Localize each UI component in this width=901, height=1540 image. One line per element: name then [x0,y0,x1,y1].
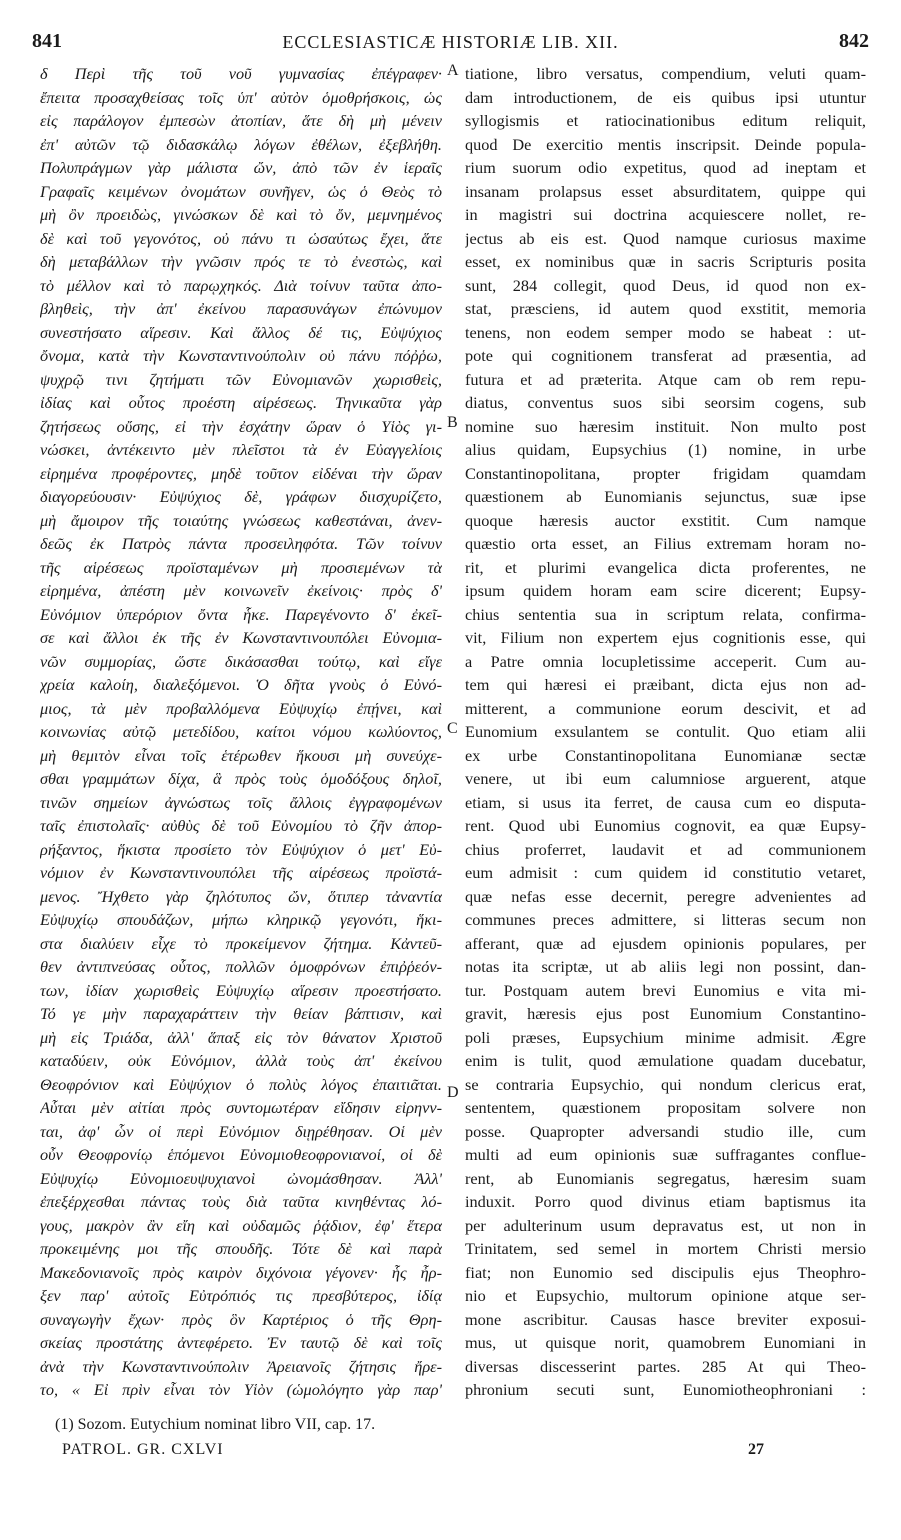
latin-text-line: stat, præsciens, id autem quod exstitit, memoria [465,299,866,318]
latin-text-line: rit, et plurimi evangelica dicta proferentes, ne [465,557,866,577]
greek-text-line: τινῶν σημείων ἀγνώστως τοῖς ἄλλοις ἐγγραφομένων [40,792,442,812]
greek-text-line: ἰδίας καὶ οὗτος προέστη αἱρέσεως. Τηνικαῦτα γὰρ [40,393,442,412]
latin-text-line: sunt, 284 collegit, quod Deus, id quod non ex- [465,275,866,295]
latin-text-line: poli præses, Eupsychium minime admisit. Ægre [465,1027,866,1047]
latin-text-line: phronium secuti sunt, Eunomiotheophroniani : [465,1380,866,1399]
page-header [32,30,869,58]
latin-text-line: futura et ad præterita. Atque cam ob rem repu- [465,369,866,389]
greek-text-line: ἐπ' αὐτῶν τῷ διδασκάλῳ λόγων ἐθέλων, ἐξεβλήθη. [40,134,442,154]
latin-text-line: diversas discesserint partes. 285 At qui Theo- [465,1356,866,1376]
greek-text-line: των, ἰδίαν χωρισθεὶς Εὐψυχίῳ αἵρεσιν προεστήσατο. [40,980,442,1000]
latin-text-line: chius sententia sua in scriptum relata, confirma- [465,604,866,624]
greek-text-line: συνεστήσατο αἵρεσιν. Καὶ ἄλλος δέ τις, Εὐψύχιος [40,322,442,342]
greek-text-line: Αὗται μὲν αἰτίαι πρὸς συντομωτέραν εἴδησιν εἰρηνν- [40,1098,442,1117]
greek-text-line: εἰρημένα, ἀπέστη μὲν κοινωνεῖν ἐκείνοις· πρὸς δ' [40,581,442,600]
greek-text-line: θεν ἀντιπνεύσας οὗτος, πολλῶν ὁμοφρόνων ἐπιῤῥεόν- [40,957,442,976]
greek-text-line: χρεία καλοίη, διαλεξόμενοι. Ὁ δῆτα γνοὺς ὁ Εὐνό- [40,675,442,694]
greek-text-line: Μακεδονιανοῖς πρὸς καιρὸν διχόνοια γέγονεν· ἧς ἦρ- [40,1262,442,1282]
latin-text-line: afferant, quæ ad ejusdem opinionis populares, per [465,933,866,953]
greek-text-line: ἔπειτα προσαχθείσας τοῖς ὑπ' αὐτὸν ὁμοθρήσκοις, ὡς [40,87,442,107]
greek-text-line: ζητήσεως οὔσης, εἰ τὴν ἐσχάτην ὥραν ὁ Υἱὸς γι- [40,416,442,436]
latin-text-line: tenens, non eodem semper modo se habeat : ut- [465,322,866,342]
latin-text-line: gravit, hæresis ejus post Eunomium Constantino- [465,1004,866,1023]
footer-signature: 27 [748,1441,764,1458]
greek-text-line: βληθεὶς, τὴν ἀπ' ἐκείνου παρασυνάγων ἐπώνυμον [40,299,442,318]
latin-text-line: quoque hæresis auctor exstitit. Cum namque [465,510,866,530]
greek-text-line: τὸ μέλλον καὶ τὸ παρῳχηκός. Διὰ τοίνυν ταῦτα ἀπο- [40,275,442,295]
greek-text-line: Πολυπράγμων γὰρ μάλιστα ὤν, ἀπὸ τῶν ἐν ἱεραῖς [40,158,442,177]
latin-text-line: esset, ex nominibus quæ in sacris Scripturis posita [465,252,866,271]
latin-text-line: alius quidam, Eupsychius (1) nomine, in urbe [465,440,866,459]
page-number-right: 842 [839,30,869,52]
greek-text-line: Τό γε μὴν παραχαράττειν τὴν θείαν βάπτισιν, καὶ [40,1004,442,1023]
greek-text-line: Εὐνόμιον ὑπερόριον ὄντα ἧκε. Παρεγένοντο δ' ἐκεῖ- [40,604,442,624]
latin-text-line: a Patre omnia locupletissime acceperit. Cum au- [465,651,866,671]
greek-text-line: ἀνὰ τὴν Κωνσταντινούπολιν Ἀρειανοῖς ζήτησις ἤρε- [40,1356,442,1376]
latin-text-line: notas ita scriptæ, ut ab aliis legi non possint, dan- [465,957,866,976]
latin-text-line: fiat; non Eunomio sed discipulis ejus Theophro- [465,1262,866,1282]
greek-text-line: ψυχρῷ τινι ζητήματι τῶν Εὐνομιανῶν χωρισθεὶς, [40,369,442,389]
greek-text-line: σθαι γραμμάτων δίχα, ἃ πρὸς τοὺς ὁμοδόξους δηλοῖ, [40,769,442,788]
latin-text-line: in magistri sui doctrina acquiescere nollet, re- [465,205,866,224]
greek-text-line: σκείας προστάτης ἀντεφέρετο. Ἐν ταυτῷ δὲ καὶ τοῖς [40,1333,442,1352]
latin-text-line: rent, ab Eunomianis segregatus, hæresim suam [465,1168,866,1188]
latin-text-line: Constantinopolitana, propter frigidam quamdam [465,463,866,483]
greek-text-line: ὄνομα, κατὰ τὴν Κωνσταντινούπολιν οὐ πάνυ πόῤῥω, [40,346,442,365]
greek-text-line: κοινωνίας αὐτῷ μετεδίδου, καίτοι νόμου κωλύοντος, [40,722,442,741]
greek-text-line: προκειμένης μοι τῆς σπουδῆς. Τότε δὲ καὶ παρὰ [40,1239,442,1258]
greek-text-line: δὲ καὶ τοῦ γεγονότος, οὐ πάνυ τι ὡσαύτως ἔχει, ἅτε [40,228,442,248]
greek-text-line: ται, ἀφ' ὧν οἱ περὶ Εὐνόμιον διῃρέθησαν. Οἱ μὲν [40,1121,442,1141]
latin-text-line: communes preces admittere, si litteras secum non [465,910,866,929]
greek-text-line: Γραφαῖς κειμένων ὀνομάτων συνῆγεν, ὡς ὁ Θεὸς τὸ [40,181,442,201]
latin-text-line: per adulterinum usum depravatus est, ut non in [465,1215,866,1235]
latin-text-line: enim is tulit, quod æmulatione quadam ducebatur, [465,1051,866,1070]
greek-text-line: τῆς αἱρέσεως προϊσταμένων μὴ προσιεμένων τὰ [40,557,442,577]
latin-text-line: mone ascribitur. Causas hasce breviter exposui- [465,1309,866,1329]
latin-text-line: induxit. Porro quod divinus etiam baptismus ita [465,1192,866,1211]
latin-text-line: Trinitatem, sed semel in mortem Christi mersio [465,1239,866,1258]
greek-text-line: Θεοφρόνιον καὶ Εὐψύχιον ὁ πολὺς λόγος ἐπαιτιᾶται. [40,1074,442,1094]
margin-letter-a: A [447,62,459,79]
latin-text-line: rent. Quod ubi Eunomius cognovit, ea quæ Eupsy- [465,816,866,835]
latin-text-column [465,62,866,1402]
latin-text-line: etiam, si usus ita ferret, de causa cum eo disputa- [465,792,866,812]
greek-text-line: Εὐψυχίῳ Εὐνομιοευψυχιανοὶ ὠνομάσθησαν. Ἀλλ' [40,1168,442,1188]
greek-text-line: ταῖς ἐπιστολαῖς· αὐθὺς δὲ τοῦ Εὐνομίου τὸ ζῆν ἀπορ- [40,816,442,835]
greek-text-line: ρήξαντος, ἥκιστα προσίετο τὸν Εὐψύχιον ὁ μετ' Εὐ- [40,839,442,859]
greek-text-line: δ Περὶ τῆς τοῦ νοῦ γυμνασίας ἐπέγραφεν· [40,64,442,83]
greek-text-line: διαγορεύουσιν· Εὐψύχιος δὲ, γράφων διισχυρίζετο, [40,487,442,506]
latin-text-line: Eunomium exsulantem se contulit. Quo etiam alii [465,722,866,741]
latin-text-line: mitterent, a communione eorum descivit, et ad [465,698,866,718]
margin-letter-c: C [447,720,458,737]
greek-text-line: ξεν παρ' αὐτοῖς Εὐτρόπιός τις πρεσβύτερος, ἰδίᾳ [40,1286,442,1305]
greek-text-line: μὴ εἰς Τριάδα, ἀλλ' ἅπαξ εἰς τὸν θάνατον Χριστοῦ [40,1027,442,1047]
greek-text-line: δὴ μεταβάλλων τὴν γνῶσιν πρός τε τὸ ἐνεστὼς, καὶ [40,252,442,271]
latin-text-line: jectus ab eis est. Quod namque curiosus maxime [465,228,866,248]
greek-text-line: νόμιον ἐν Κωνσταντινουπόλει τῆς αἱρέσεως προϊστά- [40,863,442,882]
latin-text-line: pote qui cognitionem transferat ad præsentia, ad [465,346,866,365]
latin-text-line: syllogismis et ratiocinationibus editum reliquit, [465,111,866,130]
greek-text-column [40,62,442,1402]
greek-text-line: μὴ ἄμοιρον τῆς τοιαύτης γνώσεως καθεστάναι, ἀνεν- [40,510,442,530]
page-number-left: 841 [32,30,62,52]
latin-text-line: se contraria Eupsychio, qui nondum clericus erat, [465,1074,866,1094]
margin-letter-b: B [447,414,458,431]
greek-text-line: ἐπεξέρχεσθαι πάντας τοὺς διὰ ταῦτα κινηθέντας λό- [40,1192,442,1211]
greek-text-line: μενος. Ἤχθετο γὰρ ζηλότυπος ὤν, ὅτιπερ τἀναντία [40,886,442,906]
latin-text-line: ipsum quidem horam eam scire dicerent; Eupsy- [465,581,866,600]
latin-text-line: rium suorum odio expetitus, quod ad ineptam et [465,158,866,177]
greek-text-line: νώσκει, ἀντέκειντο μὲν πλεῖστοι τὰ ἐν Εὐαγγελίοις [40,440,442,459]
greek-text-line: νῶν συμμορίας, ὥστε δικάσασθαι τούτῳ, καὶ εἴγε [40,651,442,671]
latin-text-line: sententem, quæstionem propositam solvere non [465,1098,866,1117]
latin-text-line: tiatione, libro versatus, compendium, veluti quam- [465,64,866,83]
footnote: (1) Sozom. Eutychium nominat libro VII, cap. 17. [55,1416,376,1433]
latin-text-line: quæstionem ab Eunomianis sejunctus, suæ ipse [465,487,866,506]
greek-text-line: μὴ ὂν προειδὼς, γινώσκων δὲ καὶ τὸ ὄν, μεμνημένος [40,205,442,224]
latin-text-line: tur. Postquam autem brevi Eunomius e vita mi- [465,980,866,1000]
latin-text-line: insanam prolapsus esset absurditatem, quippe qui [465,181,866,201]
latin-text-line: multi ad eum opinionis suæ suffragantes conflue- [465,1145,866,1164]
latin-text-line: ex urbe Constantinopolitana Eunomianæ sectæ [465,745,866,765]
greek-text-line: εἰς παράλογον ἐμπεσὼν ἀτοπίαν, ἅτε δὴ μὴ μένειν [40,111,442,130]
latin-text-line: mus, ut quisque norit, quamobrem Eunomiani in [465,1333,866,1352]
latin-text-line: eum admisit : cum quidem id constitutio vetaret, [465,863,866,882]
margin-letter-d: D [447,1084,459,1101]
greek-text-line: συναγωγὴν ἔχων· πρὸς ὃν Καρτέριος ὁ τῆς Θρη- [40,1309,442,1329]
greek-text-line: δεῶς ἐκ Πατρὸς πάντα προσειληφότα. Τῶν τοίνυν [40,534,442,553]
greek-text-line: μὴ θεμιτὸν εἶναι τοῖς ἑτέρωθεν ἥκουσι μὴ συνεύχε- [40,745,442,765]
latin-text-line: dam introductionem, de eis quibus ipsi utuntur [465,87,866,107]
greek-text-line: Εὐψυχίῳ σπουδάζων, μήπω κληρικῷ γεγονότι, ἥκι- [40,910,442,929]
latin-text-line: diatus, conventus suos sibi seorsim cogens, sub [465,393,866,412]
footer-series: PATROL. GR. CXLVI [62,1441,224,1458]
latin-text-line: tem qui hæresi ei præibant, dicta ejus non ad- [465,675,866,694]
latin-text-line: quod De exercitio mentis inscripsit. Deinde popula- [465,134,866,154]
greek-text-line: το, « Εἰ πρὶν εἶναι τὸν Υἱὸν (ὡμολόγητο γὰρ παρ' [40,1380,442,1399]
greek-text-line: εἰρημένα προφέροντες, μηδὲ τοῦτον εἰδέναι τὴν ὥραν [40,463,442,483]
greek-text-line: καταδύειν, οὐκ Εὐνόμιον, ἀλλὰ τοὺς ἀπ' ἐκείνου [40,1051,442,1070]
latin-text-line: nio et Eupsychio, multorum opinione atque ser- [465,1286,866,1305]
latin-text-line: quæ nefas esse decernit, peregre advenientes ad [465,886,866,906]
greek-text-line: στα διαλύειν εἶχε τὸ προκείμενον ζήτημα. Κἀντεῦ- [40,933,442,953]
latin-text-line: venere, ut ibi eum calumniose arguerent, atque [465,769,866,788]
running-title: ECCLESIASTICÆ HISTORIÆ LIB. XII. [282,32,619,52]
greek-text-line: γους, μακρὸν ἂν εἴη καὶ οὐδαμῶς ῥᾴδιον, ἐφ' ἕτερα [40,1215,442,1235]
greek-text-line: σε καὶ ἄλλοι ἐκ τῆς ἐν Κωνσταντινουπόλει Εὐνομια- [40,628,442,647]
latin-text-line: quæstio orta esset, an Filius extremam horam no- [465,534,866,553]
greek-text-line: οὖν Θεοφρονίῳ ἑπόμενοι Εὐνομιοθεοφρονιανοί, οἱ δὲ [40,1145,442,1164]
greek-text-line: μιος, τὰ μὲν προβαλλόμενα Εὐψυχίῳ ἐπῄνει, καὶ [40,698,442,718]
latin-text-line: vit, Filium non expertem ejus cognitionis esse, qui [465,628,866,647]
latin-text-line: posse. Quapropter adversandi studio ille, cum [465,1121,866,1141]
latin-text-line: nomine suo hæresim instituit. Non multo post [465,416,866,436]
latin-text-line: chius proferret, laudavit et ad communionem [465,839,866,859]
